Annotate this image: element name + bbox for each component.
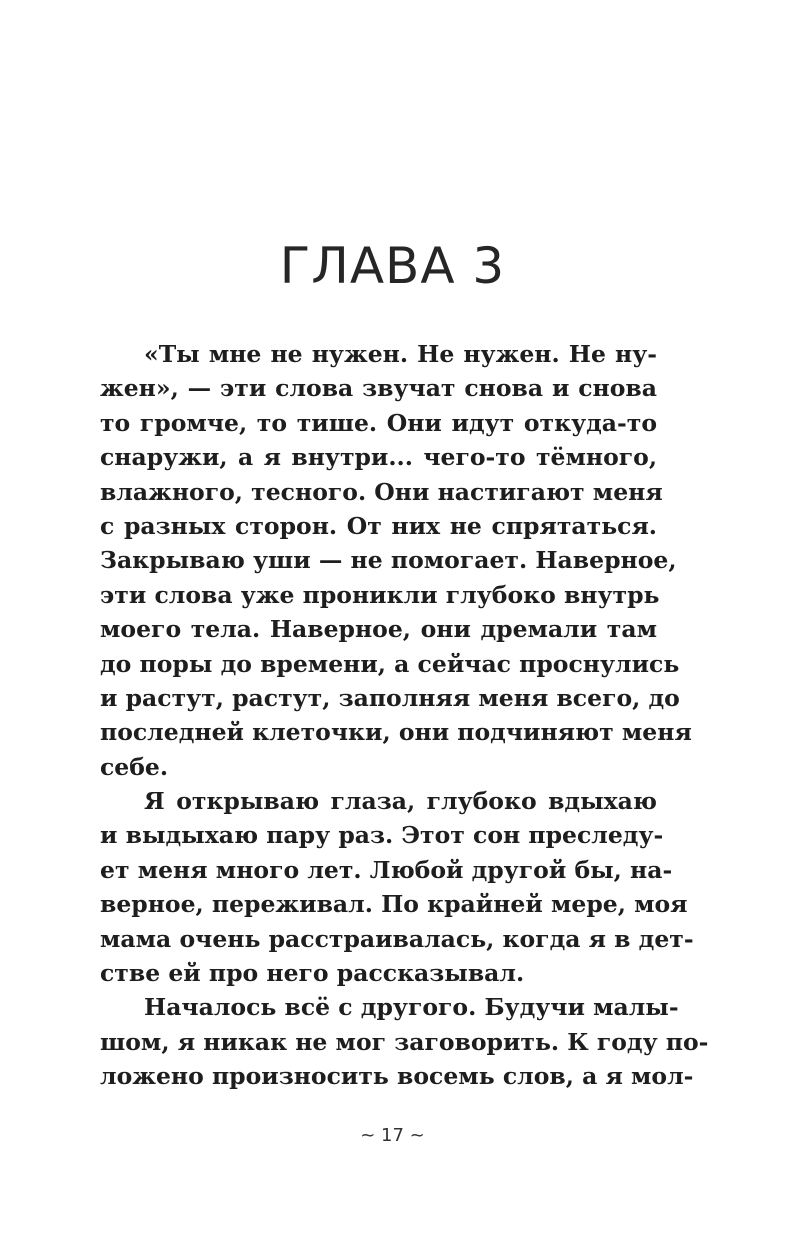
text-line: ложено произносить восемь слов, а я мол- bbox=[100, 1062, 694, 1091]
text-line: стве ей про него рассказывал. bbox=[100, 959, 525, 988]
text-line: последней клеточки, они подчиняют меня bbox=[100, 718, 692, 747]
text-line: и растут, растут, заполняя меня всего, до bbox=[100, 683, 680, 712]
text-line: и выдыхаю пару раз. Этот сон преследу- bbox=[100, 821, 664, 850]
chapter-body bbox=[100, 337, 709, 1094]
text-line: себе. bbox=[100, 752, 169, 781]
text-line: до поры до времени, а сейчас проснулись bbox=[100, 649, 680, 678]
text-line: ет меня много лет. Любой другой бы, на- bbox=[100, 855, 673, 884]
text-line: эти слова уже проникли глубоко внутрь bbox=[100, 580, 660, 609]
page-number: ~ 17 ~ bbox=[360, 1125, 425, 1146]
text-line: верное, переживал. По крайней мере, моя bbox=[100, 890, 688, 919]
text-line: жен», — эти слова звучат снова и снова bbox=[100, 374, 657, 403]
text-line: с разных сторон. От них не спрятаться. bbox=[100, 511, 657, 540]
text-line: Началось всё с другого. Будучи малы- bbox=[144, 993, 679, 1022]
chapter-title: ГЛАВА 3 bbox=[279, 237, 506, 295]
text-line: Закрываю уши — не помогает. Наверное, bbox=[100, 546, 677, 575]
text-line: Я открываю глаза, глубоко вдыхаю bbox=[144, 787, 657, 816]
text-line: шом, я никак не мог заговорить. К году по- bbox=[100, 1027, 709, 1056]
text-line: моего тела. Наверное, они дремали там bbox=[100, 615, 657, 644]
text-line: снаружи, а я внутри... чего-то тёмного, bbox=[100, 443, 657, 472]
text-line: мама очень расстраивалась, когда я в дет- bbox=[100, 924, 694, 953]
text-line: то громче, то тише. Они идут откуда-то bbox=[100, 408, 657, 437]
text-line: влажного, тесного. Они настигают меня bbox=[100, 477, 663, 506]
text-line: «Ты мне не нужен. Не нужен. Не ну- bbox=[144, 340, 657, 368]
